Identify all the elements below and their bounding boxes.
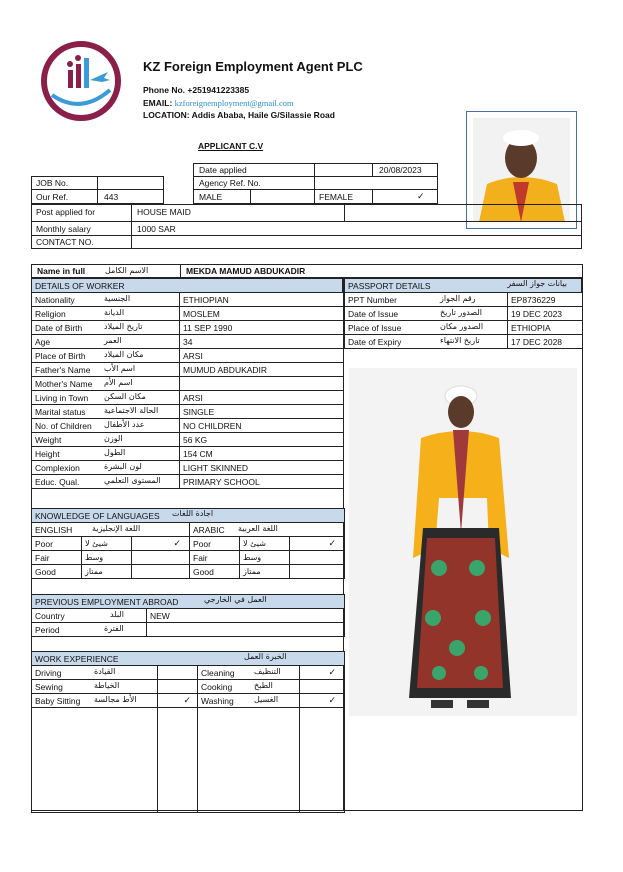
detail-value: 56 KG [180,433,344,447]
passport-label-cell [345,335,508,349]
detail-label-ar: عدد الأطفال [104,420,145,429]
experience-right-check-icon: ✓ [300,666,345,680]
detail-value: MUMUD ABDUKADIR [180,363,344,377]
experience-row [32,666,345,680]
experience-right-ar: الغسيل [254,695,279,704]
detail-label-ar: اسم الأم [104,378,133,387]
job-no-cell [97,176,164,190]
previous-employment-table [31,594,345,637]
experience-left-ar: الأط مجالسة [94,695,137,704]
company-phone [143,86,249,95]
detail-label-cell [32,293,180,307]
date-applied-label: Date applied [199,165,247,175]
english-check-icon [132,551,190,565]
previous-header-label: PREVIOUS EMPLOYMENT ABROAD [35,596,179,607]
detail-label-cell [32,433,180,447]
male-label: MALE [199,192,223,202]
experience-left-cell [32,694,158,708]
period-label-cell [32,623,147,637]
language-level-row [32,537,345,551]
passport-label: Place of Issue [348,322,402,333]
detail-value: 154 CM [180,447,344,461]
experience-left-label: Sewing [35,681,63,692]
languages-header-ar: اجادة اللغات [172,509,214,518]
detail-row [32,475,344,489]
language-level-row [32,551,345,565]
previous-header-ar: العمل في الخارجي [204,595,267,604]
detail-label: Father's Name [35,364,91,375]
passport-header-ar: بيانات جواز السفر [507,279,567,288]
date-applied-cell [372,163,438,177]
name-value: MEKDA MAMUD ABDUKADIR [186,266,306,276]
job-no-label: JOB No. [36,178,69,188]
detail-row [32,363,344,377]
experience-left-check-icon [158,680,198,694]
post-row [31,204,582,222]
experience-right-label: Cleaning [201,667,235,678]
experience-row [32,694,345,708]
detail-label-cell [32,419,180,433]
arabic-check-icon [290,551,345,565]
detail-label: Complexion [35,462,80,473]
detail-label-cell [32,335,180,349]
detail-label: Weight [35,434,62,445]
english-level-ar: شيئ لا [82,537,132,551]
our-ref-label: Our Ref. [36,192,69,202]
detail-label: Date of Birth [35,322,83,333]
detail-label-ar: الطول [104,448,126,457]
post-value: HOUSE MAID [137,207,191,217]
agency-ref-label: Agency Ref. No. [199,178,261,188]
name-label-ar: الاسم الكامل [105,266,149,275]
experience-header-label: WORK EXPERIENCE [35,653,119,664]
passport-label: PPT Number [348,294,397,305]
passport-label: Date of Issue [348,308,399,319]
name-label: Name in full [37,266,86,276]
detail-label-ar: الوزن [104,434,123,443]
experience-right-ar: الطبخ [254,681,273,690]
passport-value: 19 DEC 2023 [508,307,583,321]
passport-label-ar: رقم الجواز [440,294,476,303]
detail-value: ARSI [180,349,344,363]
our-ref-label-cell [31,189,98,204]
page-title: APPLICANT C.V [198,141,264,151]
post-label: Post applied for [36,207,96,217]
arabic-label-ar: اللغة العربية [238,524,278,533]
details-rows [31,292,344,489]
detail-label-ar: تاريخ الميلاد [104,322,143,331]
detail-label-ar: الجنسية [104,294,131,303]
company-email [143,99,294,108]
languages-header-label: KNOWLEDGE OF LANGUAGES [35,510,160,521]
detail-label: Marital status [35,406,86,417]
location-label: LOCATION: [143,110,190,120]
passport-label-cell [345,307,508,321]
english-check-icon [132,565,190,579]
detail-label-ar: لون البشرة [104,462,142,471]
experience-right-cell [198,694,300,708]
passport-label: Date of Expiry [348,336,402,347]
salary-label: Monthly salary [36,224,91,234]
passport-value: 17 DEC 2028 [508,335,583,349]
detail-label: Mother's Name [35,378,93,389]
detail-row [32,461,344,475]
arabic-level-label: Poor [190,537,240,551]
detail-row [32,405,344,419]
arabic-label-cell [190,523,345,537]
english-label-ar: اللغة الإنجليزية [92,524,141,533]
period-value [147,623,345,637]
detail-label-cell [32,447,180,461]
detail-label-cell [32,461,180,475]
detail-row [32,293,344,307]
arabic-level-ar: وسط [240,551,290,565]
female-check-icon: ✓ [417,192,425,202]
country-label: Country [35,610,65,621]
detail-row [32,419,344,433]
salary-row [31,221,582,236]
detail-label-ar: العمر [104,336,122,345]
passport-header-label: PASSPORT DETAILS [348,280,431,291]
detail-row [32,447,344,461]
passport-label-ar: الصدور تاريخ [440,308,482,317]
previous-header [32,595,345,609]
blank-cell [314,163,373,177]
detail-value: SINGLE [180,405,344,419]
detail-label: No. of Children [35,420,92,431]
detail-label-ar: مكان السكن [104,392,146,401]
passport-value: ETHIOPIA [508,321,583,335]
passport-label-cell [345,321,508,335]
email-label: EMAIL: [143,98,173,108]
date-applied-label-cell [193,163,315,177]
experience-left-label: Driving [35,667,62,678]
experience-left-ar: الخياطة [94,681,120,690]
detail-label-ar: الحالة الاجتماعية [104,406,159,415]
detail-value: ARSI [180,391,344,405]
salary-value: 1000 SAR [137,224,176,234]
detail-label-cell [32,405,180,419]
detail-label: Religion [35,308,66,319]
detail-row [32,321,344,335]
arabic-level-ar: ممتاز [240,565,290,579]
passport-label-ar: تاريخ الانتهاء [440,336,480,345]
detail-label: Place of Birth [35,350,86,361]
detail-value: PRIMARY SCHOOL [180,475,344,489]
detail-value: MOSLEM [180,307,344,321]
detail-row [32,307,344,321]
passport-row [345,321,583,335]
detail-label: Nationality [35,294,75,305]
details-header: DETAILS OF WORKER [32,279,343,293]
our-ref-value: 443 [104,192,119,202]
female-label: FEMALE [319,192,354,202]
arabic-level-label: Good [190,565,240,579]
language-level-row [32,565,345,579]
our-ref-cell [97,189,164,204]
arabic-level-label: Fair [190,551,240,565]
applicant-full-photo [349,368,577,716]
detail-label-cell [32,321,180,335]
detail-label-ar: اسم الأب [104,364,136,373]
job-no-label-cell [31,176,98,190]
contact-label: CONTACT NO. [36,237,94,247]
english-label-cell [32,523,190,537]
location-value: Addis Ababa, Haile G/Silassie Road [191,110,335,120]
arabic-level-ar: شيئ لا [240,537,290,551]
agency-ref-label-cell [193,176,315,190]
english-level-ar: ممتاز [82,565,132,579]
detail-value: 34 [180,335,344,349]
detail-label-cell [32,363,180,377]
passport-label-ar: الصدور مكان [440,322,484,331]
date-applied-value: 20/08/2023 [379,165,422,175]
male-label-cell [193,189,251,204]
detail-row [32,335,344,349]
work-experience-table [31,651,345,813]
english-level-label: Fair [32,551,82,565]
agency-ref-cell [314,176,438,190]
detail-value: 11 SEP 1990 [180,321,344,335]
detail-label-ar: الديانة [104,308,125,317]
experience-right-cell [198,666,300,680]
english-label: ENGLISH [35,524,73,535]
company-name: KZ Foreign Employment Agent PLC [143,59,363,74]
details-table [31,278,343,293]
experience-row [32,680,345,694]
arabic-label: ARABIC [193,524,225,535]
passport-value: EP8736229 [508,293,583,307]
passport-label-cell [345,293,508,307]
experience-left-label: Baby Sitting [35,695,81,706]
female-check-cell [372,189,438,204]
phone-label: Phone No. [143,85,186,95]
company-logo [40,40,122,122]
experience-right-cell [198,680,300,694]
experience-right-ar: التنظيف [254,667,281,676]
english-level-label: Good [32,565,82,579]
english-check-icon: ✓ [132,537,190,551]
detail-row [32,391,344,405]
detail-value: NO CHILDREN [180,419,344,433]
passport-table [344,278,582,293]
company-location [143,111,335,120]
detail-label: Height [35,448,60,459]
female-label-cell [314,189,373,204]
detail-label: Age [35,336,51,347]
experience-header [32,652,345,666]
english-level-ar: وسط [82,551,132,565]
detail-label-cell [32,307,180,321]
detail-label-ar: المستوى التعلمي [104,476,161,485]
detail-label: Educ. Qual. [35,476,80,487]
contact-row [31,235,582,249]
passport-header [345,279,582,293]
male-check-cell [250,189,315,204]
experience-left-ar: القيادة [94,667,116,676]
period-label-ar: الفترة [104,624,124,633]
period-label: Period [35,624,60,635]
experience-right-label: Cooking [201,681,233,692]
arabic-check-icon [290,565,345,579]
detail-label: Living in Town [35,392,89,403]
arabic-check-icon: ✓ [290,537,345,551]
country-label-cell [32,609,147,623]
detail-row [32,433,344,447]
detail-row [32,349,344,363]
detail-value: LIGHT SKINNED [180,461,344,475]
passport-row [345,307,583,321]
detail-label-ar: مكان الميلاد [104,350,144,359]
experience-left-check-icon: ✓ [158,694,198,708]
detail-label-cell [32,391,180,405]
experience-left-check-icon [158,666,198,680]
phone-value: +251941223385 [187,85,250,95]
english-level-label: Poor [32,537,82,551]
detail-label-cell [32,377,180,391]
detail-value: ETHIOPIAN [180,293,344,307]
languages-header [32,509,345,523]
country-label-ar: البلد [110,610,124,619]
passport-row [345,335,583,349]
experience-left-cell [32,680,158,694]
experience-right-label: Washing [201,695,234,706]
country-value: NEW [147,609,345,623]
detail-label-cell [32,475,180,489]
experience-left-cell [32,666,158,680]
experience-right-check-icon: ✓ [300,694,345,708]
detail-value [180,377,344,391]
detail-label-cell [32,349,180,363]
languages-table [31,508,345,579]
detail-row [32,377,344,391]
experience-right-check-icon [300,680,345,694]
email-link[interactable]: kzforeignemployment@gmail.com [174,98,294,108]
experience-header-ar: الخبرة العمل [244,652,287,661]
passport-row [345,293,583,307]
passport-rows [344,292,583,349]
